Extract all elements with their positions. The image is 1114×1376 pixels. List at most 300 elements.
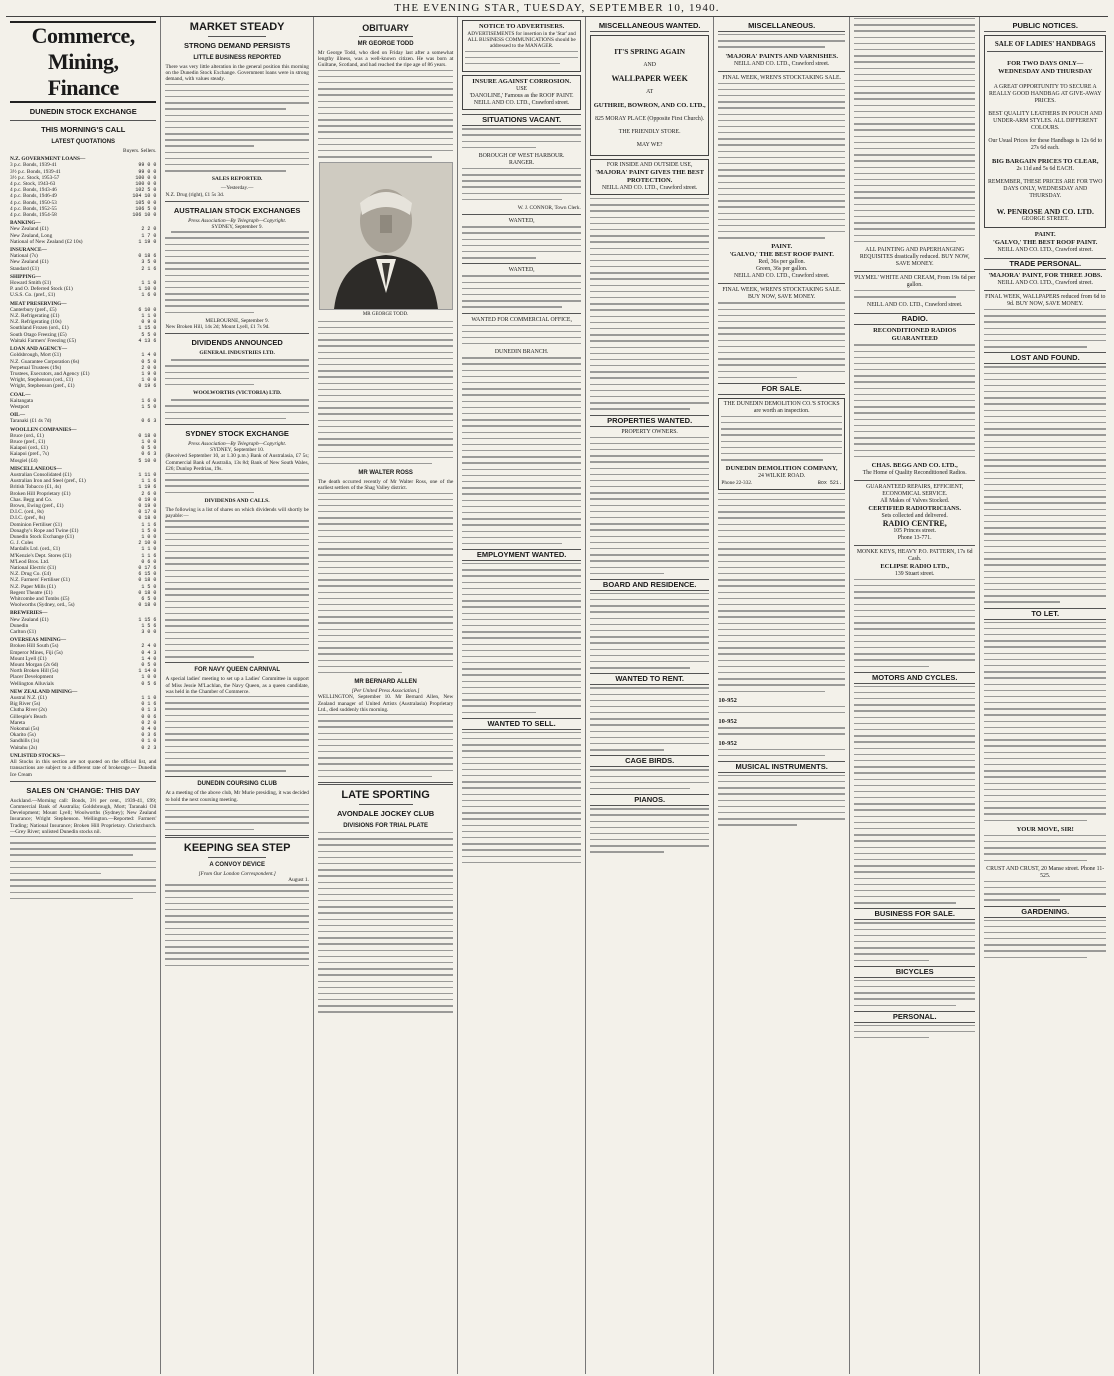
quote-name: Dominion Fertiliser (£1) — [10, 521, 63, 528]
quote-price: 1 5 6 — [141, 622, 157, 629]
column-1 — [6, 17, 161, 1374]
quote-price: 0 0 6 — [141, 713, 157, 720]
sydney-exchange-title: SYDNEY STOCK EXCHANGE — [185, 428, 289, 438]
latest-quotations-title: LATEST QUOTATIONS — [51, 139, 116, 145]
quote-price: 0 18 0 — [138, 432, 157, 439]
dividends-calls-text: The following is a list of shares on which dividends will shortly be payable:— — [165, 506, 309, 519]
quote-price: 1 4 0 — [141, 352, 157, 359]
quote-name: Sandhills (1s) — [10, 738, 40, 745]
quote-name: Mosgiel (£4) — [10, 457, 38, 464]
friendly-line: THE FRIENDLY STORE. — [618, 129, 681, 135]
quote-price: 0 5 0 — [141, 358, 157, 365]
buy-now: BUY NOW, SAVE MONEY. — [747, 294, 816, 301]
handbags-title: SALE OF LADIES' HANDBAGS — [994, 40, 1096, 48]
quote-name: Waitahu (2s) — [10, 744, 38, 751]
quote-price: 0 5 0 — [141, 662, 157, 669]
danoline-ad — [462, 75, 581, 110]
neill-line: NEILL AND CO. LTD., Crawford street. — [601, 185, 698, 191]
press-assoc-1: Press Association—By Telegraph—Copyright. — [188, 217, 287, 224]
wanted-to-rent: WANTED TO RENT. — [590, 673, 710, 685]
quote-name: 3 p.c. Bonds, 1939-41 — [10, 162, 57, 169]
phone-ad-3: 10-952 — [718, 739, 737, 747]
dividends-calls-title: DIVIDENDS AND CALLS. — [204, 497, 270, 504]
quote-name: 4 p.c. Bonds, 1950-53 — [10, 199, 57, 206]
column-3 — [314, 17, 458, 1374]
todd-title: MR GEORGE TODD — [357, 41, 414, 47]
quote-name: 4 p.c. Stock, 1943-63 — [10, 181, 56, 188]
quote-name: British Tobacco (£1, 4s) — [10, 484, 62, 491]
quote-row — [10, 266, 156, 272]
portrait-caption: MR GEORGE TODD. — [362, 312, 409, 318]
press-assoc-2: Press Association—By Telegraph—Copyright. — [188, 440, 287, 447]
melbourne-text: New Broken Hill, 14s 2d; Mount Lyell, £1 7s 9d. — [165, 324, 270, 331]
quote-name: Southland Frozen (ord., £1) — [10, 325, 69, 332]
wallpaper-ad — [590, 35, 710, 156]
quote-name: N.Z. Drug Co. (£4) — [10, 571, 51, 578]
quote-price: 0 18 0 — [138, 577, 157, 584]
reconditioned-radios: RECONDITIONED RADIOS GUARANTEED — [873, 327, 957, 343]
final-week-1: FINAL WEEK, WREN'S STOCKTAKING SALE. — [722, 74, 841, 81]
portrait-photo — [319, 162, 453, 310]
woollen-heading: WOOLLEN COMPANIES— — [10, 426, 77, 433]
commercial-office-heading: WANTED FOR COMMERCIAL OFFICE, — [471, 316, 572, 323]
quote-name: National (7s) — [10, 253, 38, 260]
radio-centre: RADIO CENTRE, — [882, 518, 947, 528]
quote-name: New Zealand (£1) — [10, 616, 49, 623]
quote-name: Wright, Stephenson (pref., £1) — [10, 383, 75, 390]
quote-name: Howard Smith (£1) — [10, 280, 52, 287]
majora-paints: 'MAJORA' PAINTS AND VARNISHES. — [725, 52, 839, 60]
quote-name: P. and O. Deferred Stock (£1) — [10, 286, 73, 293]
notice-advertisers — [462, 20, 581, 72]
quote-name: Westport — [10, 403, 29, 410]
personal: PERSONAL. — [854, 1011, 976, 1023]
quote-price: 5 10 0 — [138, 457, 157, 464]
coursing-club-title: DUNEDIN COURSING CLUB — [197, 781, 277, 788]
quote-price: 1 5 0 — [141, 583, 157, 590]
business-for-sale: BUSINESS FOR SALE. — [854, 908, 976, 920]
neill-5: NEILL AND CO. LTD., Crawford street. — [997, 280, 1093, 286]
demolition-company: DUNEDIN DEMOLITION COMPANY, — [725, 465, 838, 473]
misc-wanted-title: MISCELLANEOUS WANTED. — [590, 21, 710, 32]
quote-name: Emperor Mines, Fiji (5s) — [10, 649, 63, 656]
nzmining-list — [10, 695, 156, 751]
breweries-list — [10, 617, 156, 636]
buyers-sellers-label: Buyers. Sellers. — [123, 148, 157, 154]
coal-list — [10, 398, 156, 410]
quote-price: 105 0 0 — [135, 199, 157, 206]
quote-name: National Electric (£1) — [10, 565, 57, 571]
quote-price: 100 0 0 — [135, 181, 157, 188]
market-steady-title: MARKET STEADY — [189, 21, 285, 33]
opportunity: A GREAT OPPORTUNITY TO SECURE A REALLY GOOD HANDBAG AT GIVE-AWAY PRICES. — [989, 84, 1102, 104]
quote-price: 0 1 6 — [141, 701, 157, 708]
quote-price: 0 17 0 — [138, 509, 157, 516]
chas-begg: CHAS. BEGG AND CO. LTD., — [871, 461, 958, 469]
quote-name: Broken Hill South (5s) — [10, 643, 59, 650]
neill-3: NEILL AND CO. LTD., Crawford street. — [867, 302, 963, 309]
quote-price: 3 5 0 — [141, 259, 157, 266]
quote-price: 1 1 0 — [141, 313, 157, 320]
quote-price: 0 6 3 — [141, 451, 157, 458]
quote-name: G. J. Coles — [10, 540, 34, 547]
quote-name: Kaitangata — [10, 397, 33, 404]
quote-price: 0 6 3 — [141, 418, 157, 425]
obituary-title: OBITUARY — [362, 23, 409, 33]
column-4 — [458, 17, 586, 1374]
overseas-heading: OVERSEAS MINING— — [10, 637, 67, 644]
properties-wanted: PROPERTIES WANTED. — [590, 415, 710, 427]
column-7 — [850, 17, 981, 1374]
eclipse-radio: ECLIPSE RADIO LTD., — [880, 562, 950, 570]
quote-name: Mareta — [10, 719, 25, 726]
quote-row — [10, 629, 156, 635]
quote-name: 4 p.c. Bonds, 1946-49 — [10, 193, 57, 200]
insurance-list — [10, 253, 156, 272]
allen-source: [Per United Press Association.] — [351, 688, 420, 695]
quote-price: 2 6 0 — [141, 490, 157, 497]
shipping-heading: SHIPPING— — [10, 273, 41, 280]
column-2 — [161, 17, 313, 1374]
quote-price: 0 5 6 — [141, 680, 157, 687]
quote-name: Australian Consolidated (£1) — [10, 471, 72, 478]
phone-ad-2: 10-952 — [718, 718, 737, 726]
sets-collected: Sets collected and delivered. — [881, 512, 948, 519]
section-banner: Commerce, Mining, Finance — [10, 21, 156, 103]
bicycles: BICYCLES — [854, 966, 976, 978]
breweries-heading: BREWERIES— — [10, 610, 48, 617]
quote-price: 6 10 0 — [138, 306, 157, 313]
coal-heading: COAL— — [10, 391, 31, 398]
demolition-box: Box 521. — [817, 480, 842, 487]
quote-price: 1 11 0 — [138, 471, 157, 478]
quote-price: 0 4 0 — [141, 726, 157, 733]
allen-text: WELLINGTON, September 10. Mr Bernard Allen, New Zealand manager of United Artists (Australasia) Proprietary Ltd., died suddenly this morning. — [317, 694, 454, 713]
gi-heading: GENERAL INDUSTRIES LTD. — [199, 350, 275, 357]
little-business-title: LITTLE BUSINESS REPORTED — [193, 55, 281, 61]
quote-price: 0 19 6 — [138, 383, 157, 390]
strong-demand-title: STRONG DEMAND PERSISTS — [184, 41, 291, 50]
quote-name: Canterbury (pref., £5) — [10, 306, 57, 313]
insurance-heading: INSURANCE— — [10, 247, 47, 254]
quote-name: 3½ p.c. Stock, 1953-57 — [10, 174, 60, 181]
market-text: There was very little alteration in the general position this morning on the Dunedin Stock Exchange. Government loans were in strong demand, with values steady. — [165, 64, 309, 83]
column-8 — [980, 17, 1110, 1374]
quote-name: Regent Theatre (£1) — [10, 589, 53, 596]
quote-price: 2 0 0 — [141, 364, 157, 371]
quote-price: 102 5 0 — [135, 187, 157, 194]
quote-name: U.S.S. Co. (pref., £1) — [10, 292, 56, 299]
navy-queen-title: FOR NAVY QUEEN CARNIVAL — [194, 667, 280, 674]
quote-row — [10, 239, 156, 245]
quote-name: Waitaki Farmers' Freezing (£5) — [10, 337, 76, 344]
quote-price: 1 9 0 — [141, 370, 157, 377]
for-sale-heading: FOR SALE. — [718, 383, 845, 395]
morning-call-title: THIS MORNING'S CALL — [41, 125, 126, 134]
town-clerk: W. J. CONNOR, Town Clerk. — [517, 205, 581, 212]
penrose: W. PENROSE AND CO. LTD. — [996, 207, 1094, 216]
quote-name: Dunedin Stock Exchange (£1) — [10, 533, 74, 540]
navy-queen-text: A special ladies' meeting to set up a Ladies' Committee in support of Miss Jessie M'Lachlan, the Navy Queen, as a queen candidate, was held in the Chamber of Commerce. — [165, 676, 309, 695]
oil-list — [10, 418, 156, 424]
neill-1: NEILL AND CO. LTD., Crawford street. — [733, 60, 830, 67]
employment-wanted: EMPLOYMENT WANTED. — [462, 549, 581, 561]
quote-price: 2 4 0 — [141, 643, 157, 650]
quote-name: N.Z. Guarantee Corporation (6s) — [10, 358, 80, 365]
moray-line: 825 MORAY PLACE (Opposite First Church). — [595, 116, 705, 122]
quote-row — [10, 458, 156, 464]
quote-price: 1 19 0 — [138, 238, 157, 245]
quote-price: 3 0 0 — [141, 629, 157, 636]
quote-price: 0 18 0 — [138, 602, 157, 609]
quote-price: 100 0 0 — [135, 174, 157, 181]
phone-ad-1: 10-952 — [718, 696, 737, 704]
radio-phone: Phone 13-771. — [897, 534, 932, 541]
misc-heading: MISCELLANEOUS— — [10, 465, 62, 472]
sydney-date-2: SYDNEY, September 10. — [210, 447, 265, 454]
quote-name: Goldsbrough, Mort (£1) — [10, 352, 62, 359]
quote-name: South Otago Freezing (£5) — [10, 331, 67, 338]
quote-name: Woolworths (Sydney, ord., 5s) — [10, 602, 75, 609]
oil-heading: OIL— — [10, 412, 26, 419]
majora-paint-2: 'MAJORA' PAINT, FOR THREE JOBS. — [988, 272, 1103, 279]
spring-line: IT'S SPRING AGAIN — [614, 47, 686, 56]
guaranteed-repairs: GUARANTEED REPAIRS, EFFICIENT, ECONOMICAL SERVICE. — [866, 483, 964, 497]
meat-heading: MEAT PRESERVING— — [10, 300, 67, 307]
quote-price: 2 2 0 — [141, 226, 157, 233]
quote-price: 99 0 0 — [138, 162, 157, 169]
quote-price: 0 19 0 — [138, 496, 157, 503]
quote-price: 1 1 6 — [141, 552, 157, 559]
quote-name: Kaiapoi (ord., £1) — [10, 445, 48, 452]
ross-text: The death occurred recently of Mr Walter Ross, one of the earliest settlers of the Shag Valley district. — [317, 479, 454, 492]
wallpaper-line: WALLPAPER WEEK — [611, 74, 688, 83]
red-price: Red, 36s per gallon. — [758, 259, 805, 266]
quote-price: 0 4 3 — [141, 649, 157, 656]
wanted-to-sell: WANTED TO SELL. — [462, 718, 581, 730]
quote-price: 0 6 0 — [141, 558, 157, 565]
convoy-source: [From Our London Correspondent.] — [198, 870, 276, 877]
quote-row — [10, 338, 156, 344]
quote-price: 0 2 3 — [141, 744, 157, 751]
dividends-announced-title: DIVIDENDS ANNOUNCED — [191, 338, 283, 348]
quote-price: 1 1 6 — [141, 478, 157, 485]
quote-price: 0 1 3 — [141, 707, 157, 714]
allen-title: MR BERNARD ALLEN — [354, 679, 417, 686]
quote-name: 4 p.c. Bonds, 1943-46 — [10, 187, 57, 194]
quote-price: 1 0 0 — [141, 533, 157, 540]
quote-name: Wellington Alluvials — [10, 680, 54, 687]
quote-price: 0 18 6 — [138, 253, 157, 260]
quote-name: Austral N.Z. (£1) — [10, 695, 47, 702]
quote-price: 1 4 0 — [141, 655, 157, 662]
quote-price: 5 5 0 — [141, 331, 157, 338]
bargain-prices: 2s 11d and 5s 6d EACH. — [1016, 166, 1074, 172]
cage-birds: CAGE BIRDS. — [590, 755, 710, 767]
quote-price: 1 5 0 — [141, 403, 157, 410]
avondale-title: AVONDALE JOCKEY CLUB — [336, 809, 435, 819]
quote-name: Kaiapoi (pref., 7s) — [10, 451, 49, 458]
lost-found: LOST AND FOUND. — [984, 352, 1106, 364]
may-we-line: MAY WE? — [636, 142, 663, 148]
borough-heading: BOROUGH OF WEST HARBOUR. — [478, 152, 565, 159]
trade-personal: TRADE PERSONAL. — [984, 258, 1106, 270]
quote-price: 99 0 0 — [138, 168, 157, 175]
quote-name: Clutha River (2s) — [10, 707, 47, 714]
quote-price: 0 3 6 — [141, 732, 157, 739]
shipping-list — [10, 280, 156, 299]
quote-name: Trustees, Executors, and Agency (£1) — [10, 370, 90, 377]
convoy-title: A CONVOY DEVICE — [209, 861, 265, 868]
princes-street: 105 Princes street. — [893, 527, 937, 534]
certified-radiotricians: CERTIFIED RADIOTRICIANS. — [868, 504, 961, 512]
demolition-text: THE DUNEDIN DEMOLITION CO.'S STOCKS are worth an inspection. — [723, 400, 840, 414]
quote-price: 1 10 0 — [138, 286, 157, 293]
quote-price: 1 0 0 — [141, 438, 157, 445]
pianos: PIANOS. — [590, 794, 710, 806]
quote-price: 1 7 0 — [141, 232, 157, 239]
sydney-text: (Received September 10, at 1.30 p.m.) Bank of Australasia, £7 5s; Commercial Bank of Australia, 13s 8d; Bank of New South Wales, £26; Dunlop Perdriau, 19s. — [165, 453, 309, 472]
wanted-1: WANTED, — [508, 218, 535, 225]
misc-list — [10, 472, 156, 608]
danoline-label: 'DANOLINE,' Famous as the ROOF PAINT. — [469, 93, 574, 100]
quote-price: 1 0 0 — [141, 377, 157, 384]
meat-list — [10, 307, 156, 344]
quote-row — [10, 292, 156, 298]
two-days: FOR TWO DAYS ONLY—WEDNESDAY AND THURSDAY — [998, 60, 1093, 75]
wilkie-road: 24 WILKIE ROAD. — [758, 473, 806, 480]
majora-line: 'MAJORA' PAINT GIVES THE BEST PROTECTION. — [595, 169, 705, 184]
quote-price: 1 1 0 — [141, 546, 157, 553]
valves-stocked: All Makes of Valves Stocked. — [880, 497, 950, 504]
quote-name: N.Z. Paper Mills (£1) — [10, 583, 56, 590]
quote-price: 1 5 0 — [141, 527, 157, 534]
sales-text: Auckland.—Morning call: Bonds, 3½ per cent., 1939-41, £99; Commercial Bank of Australia; Goldsbrough, Mort; Taranaki Oil Development; Mount Lyell; Woolworths (Sydney); New Zealand Insurance; Wright Stephenson. Wellington.—Reported: Farmers' Trading; National Insurance; Broken Hill Proprietary. Christchurch.—Grey River; unlisted Dunedin stocks nil. — [10, 797, 157, 835]
quote-name: Bruce (pref., £1) — [10, 438, 46, 445]
quote-price: 0 19 0 — [138, 502, 157, 509]
unlisted-note: All Stocks in this section are not quoted on the official list, and transactions are subject to a different rate of brokerage.— Dunedin Ice Cream — [10, 759, 157, 778]
musical-instruments: MUSICAL INSTRUMENTS. — [718, 761, 845, 773]
demolition-ad — [718, 398, 845, 490]
quote-price: 1 1 0 — [141, 695, 157, 702]
george-street: GEORGE STREET. — [1021, 216, 1069, 222]
galvo-line: 'GALVO,' THE BEST ROOF PAINT. — [729, 251, 834, 259]
sales-reported: SALES REPORTED. — [211, 176, 263, 183]
quote-name: D.I.C. (pref., 8s) — [10, 515, 46, 522]
use-label: USE — [516, 86, 528, 93]
majora-ad — [590, 159, 710, 195]
convoy-date: August 1. — [288, 877, 309, 884]
quote-price: 0 9 0 — [141, 319, 157, 326]
final-week-3: FINAL WEEK, WALLPAPERS reduced from 6d to 9d. BUY NOW, SAVE MONEY. — [985, 294, 1106, 307]
quote-price: 1 1 6 — [141, 521, 157, 528]
your-move: YOUR MOVE, SIR! — [1016, 825, 1074, 833]
at-line: AT — [646, 89, 654, 95]
quote-name: Mount Lyell (£1) — [10, 655, 47, 662]
final-week-2: FINAL WEEK, WREN'S STOCKTAKING SALE. — [722, 287, 841, 294]
to-let: TO LET. — [984, 608, 1106, 620]
galvo-line-2: 'GALVO,' THE BEST ROOF PAINT. — [993, 239, 1098, 246]
column-6 — [714, 17, 850, 1374]
loan-agency-heading: LOAN AND AGENCY— — [10, 346, 68, 353]
stuart-street: 139 Stuart street. — [894, 570, 935, 577]
quote-name: Wright, Stephenson (ord., £1) — [10, 377, 74, 384]
ross-title: MR WALTER ROSS — [358, 470, 413, 477]
quote-price: 1 14 0 — [138, 668, 157, 675]
board-residence: BOARD AND RESIDENCE. — [590, 579, 710, 591]
quote-name: North Broken Hill (5s) — [10, 668, 59, 675]
quote-price: 2 1 6 — [141, 265, 157, 272]
overseas-list — [10, 643, 156, 686]
quote-price: 0 5 0 — [141, 445, 157, 452]
and-line: AND — [643, 62, 656, 68]
quote-price: 0 18 0 — [138, 515, 157, 522]
divisions-title: DIVISIONS FOR TRIAL PLATE — [343, 823, 428, 830]
wanted-2: WANTED, — [508, 267, 535, 274]
inside-line: FOR INSIDE AND OUTSIDE USE, — [606, 162, 693, 168]
radio-heading: RADIO. — [854, 313, 976, 325]
quote-name: Carlton (£1) — [10, 629, 37, 636]
quote-price: 1 19 6 — [138, 484, 157, 491]
plymel-line: 'PLYMEL' WHITE AND CREAM, From 19s 6d per gallon. — [853, 274, 976, 288]
public-notices: PUBLIC NOTICES. — [984, 21, 1106, 32]
quote-price: 0 1 0 — [141, 738, 157, 745]
quote-name: Okarito (5s) — [10, 732, 36, 739]
quote-name: Whitcombe and Tombs (£5) — [10, 596, 70, 603]
handbags-ad — [984, 35, 1106, 228]
quote-price: 1 6 0 — [141, 292, 157, 299]
insure-heading: INSURE AGAINST CORROSION. — [472, 78, 571, 86]
quote-name: N.Z. Refrigerating (10s) — [10, 319, 62, 326]
paint-heading-2: PAINT. — [1034, 231, 1056, 238]
late-sporting-title: LATE SPORTING — [341, 789, 430, 802]
sydney-date-1: SYDNEY, September 9. — [211, 224, 263, 231]
monke-keys: MONKE KEYS, HEAVY P.O. PATTERN, 17s 6d Cash. — [856, 548, 973, 562]
quote-name: D.I.C. (ord., 8s) — [10, 509, 44, 516]
quote-price: 0 17 6 — [138, 565, 157, 571]
ranger-heading: RANGER. — [508, 159, 535, 166]
quote-name: Standard (£1) — [10, 265, 39, 272]
woolworths-heading: WOOLWORTHS (VICTORIA) LTD. — [192, 390, 282, 397]
quote-name: New Zealand (£1) — [10, 226, 49, 233]
quote-price: 1 15 6 — [138, 616, 157, 623]
begg-subtitle: The Home of Quality Reconditioned Radios. — [862, 469, 967, 476]
column-5 — [586, 17, 715, 1374]
quote-name: Big River (5s) — [10, 701, 41, 708]
miscellaneous-title: MISCELLANEOUS. — [718, 21, 845, 32]
bargain-line: BIG BARGAIN PRICES TO CLEAR, — [991, 158, 1099, 165]
woollen-list — [10, 433, 156, 464]
crust-and-crust: CRUST AND CRUST, 20 Manse street. Phone 11-525. — [986, 865, 1105, 879]
quote-name: Taranaki (£1 4s 7d) — [10, 418, 52, 425]
aus-exchanges-title: AUSTRALIAN STOCK EXCHANGES — [173, 205, 301, 215]
quote-name: Australian Iron and Steel (pref., £1) — [10, 478, 86, 485]
notice-title: NOTICE TO ADVERTISERS. — [478, 23, 565, 30]
nzmining-heading: NEW ZEALAND MINING— — [10, 688, 78, 695]
quote-name: Donaghy's Rope and Twine (£1) — [10, 527, 79, 534]
motors-cycles: MOTORS AND CYCLES. — [854, 672, 976, 684]
paint-heading: PAINT. — [771, 243, 793, 251]
neill-address: NEILL AND CO. LTD., Crawford street. — [473, 100, 570, 107]
property-owners: PROPERTY OWNERS. — [621, 428, 678, 435]
notice-text: ADVERTISEMENTS for insertion in the 'Star' and ALL BUSINESS COMMUNICATIONS should be addressed to the MANAGER. — [467, 31, 576, 50]
quote-row — [10, 212, 156, 218]
dunedin-branch: DUNEDIN BRANCH. — [494, 349, 549, 356]
quote-name: Nokomai (5s) — [10, 726, 40, 733]
quote-name: New Zealand, Long — [10, 232, 53, 239]
quote-name: Broken Hill Proprietary (£1) — [10, 490, 71, 497]
quote-name: Mount Morgan (2s 6d) — [10, 662, 59, 669]
